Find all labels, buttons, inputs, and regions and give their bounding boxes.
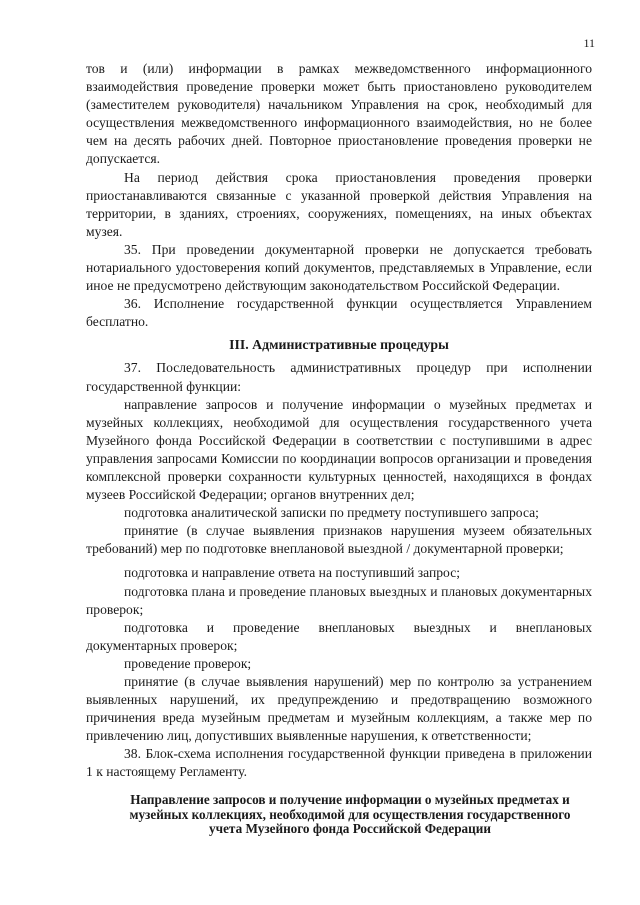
paragraph-continuation: тов и (или) информации в рамках межведомственного информационного взаимодействия проведение проверки может быть приостановлено руководителем (заместителем руководителя) начальником Управления на срок, необходимый для осуществления межведомственного информационного взаимодействия, но не более чем на десять рабочих дней. Повторное приостановление проведения проверки не допускается. [86,61,592,167]
list-item: проведение проверок; [124,655,252,671]
document-body [86,60,592,782]
page-number: 11 [583,36,595,50]
paragraph-37: 37. Последовательность административных процедур при исполнении государственной функции: [86,360,592,394]
section-heading: III. Административные процедуры [229,337,449,353]
paragraph-suspension: На период действия срока приостановления проведения проверки приостанавливаются связанные с указанной проверкой действия Управления на территории, в зданиях, строениях, сооружениях, помещениях, на иных объектах музея. [86,169,592,239]
list-item: принятие (в случае выявления нарушений) мер по контролю за устранением выявленных нарушений, их предупреждению и предотвращению возможного причинения вреда музейным предметам и музейным коллекциям, а также мер по привлечению лиц, допустивших выявленные нарушения, к ответственности; [86,674,592,744]
list-item: подготовка и проведение внеплановых выездных и внеплановых документарных проверок; [86,619,592,653]
list-item: подготовка плана и проведение плановых выездных и плановых документарных проверок; [86,583,592,617]
paragraph-38: 38. Блок-схема исполнения государственной функции приведена в приложении 1 к настоящему Регламенту. [86,746,592,780]
list-item: подготовка аналитической записки по предмету поступившего запроса; [124,505,539,521]
paragraph-35: 35. При проведении документарной проверки не допускается требовать нотариального удостоверения копий документов, представляемых в Управление, если иное не предусмотрено действующим законодательством Российской Федерации. [86,241,592,294]
list-item: принятие (в случае выявления признаков нарушения музеем обязательных требований) мер по подготовке внеплановой выездной / документарной проверки; [86,523,592,557]
list-item: направление запросов и получение информации о музейных предметах и музейных коллекциях, необходимой для осуществления государственного учета Музейного фонда Российской Федерации в соответствии с поступившими в адрес управления запросами Комиссии по координации вопросов организации и проведения комплексной проверки сохранности культурных ценностей, находящихся в фондах музеев Российской Федерации; органов внутренних дел; [86,396,592,503]
paragraph-36: 36. Исполнение государственной функции осуществляется Управлением бесплатно. [86,296,592,330]
list-item: подготовка и направление ответа на поступивший запрос; [124,565,461,581]
flowchart-subheading: Направление запросов и получение информации о музейных предметах и музейных коллекциях, необходимой для осуществления государственного учета Музейного фонда Российской Федерации [129,792,571,836]
